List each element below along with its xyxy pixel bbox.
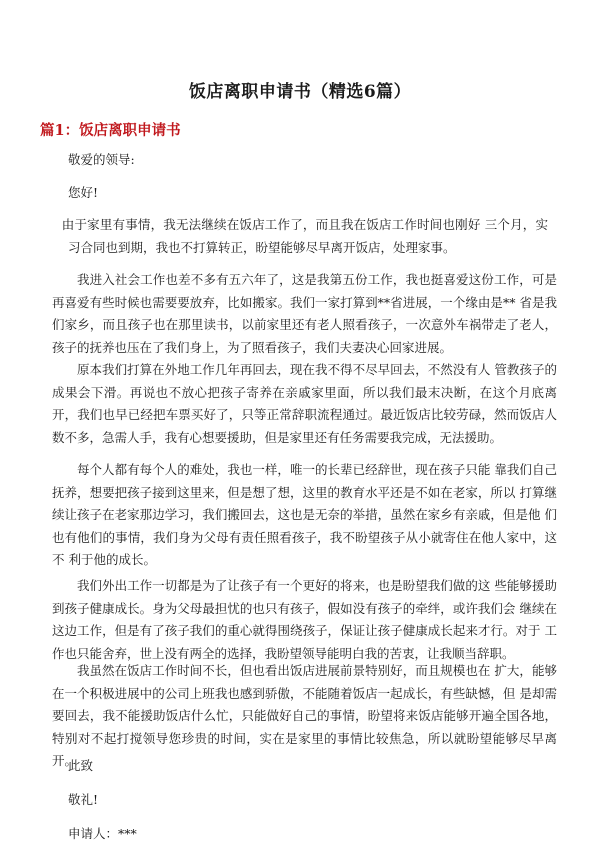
document-title: 饭店离职申请书（精选6篇） <box>188 82 412 102</box>
greeting: 您好! <box>68 185 99 200</box>
paragraph-6: 我虽然在饭店工作时间不长，但也看出饭店进展前景特别好，而且规模也在 扩大，能够在一个积极进展中的公司上班我也感到骄傲，不能随着饭店一起成长，有些缺憾，但 是却需要回去，我不能援助饭店什么忙，只能做好自己的事情，盼望将来饭店能够开遍全国各地， 特别对不起打搅领导您珍贵的时间，实在是家里的事情比较焦急，所以就盼望能够尽早离开。 <box>52 663 557 768</box>
section-heading: 篇1：饭店离职申请书 <box>40 122 181 139</box>
closing-line-2: 敬礼! <box>68 792 99 807</box>
closing-line-1: 此致 <box>68 758 94 773</box>
paragraph-2: 我进入社会工作也差不多有五六年了，这是我第五份工作，我也挺喜爱这份工作，可是再喜爱有些时候也需要要放弃，比如搬家。我们一家打算到**省进展，一个缘由是** 省是我们家乡，而且孩子也在那里读书，以前家里还有老人照看孩子，一次意外车祸带走了老人，孩子的抚养也压在了我们身上，为了照看孩子，我们夫妻决心回家进展。 <box>52 272 557 355</box>
paragraph-1: 由于家里有事情，我无法继续在饭店工作了，而且我在饭店工作时间也刚好 三个月，实习合同也到期，我也不打算转正，盼望能够尽早离开饭店，处理家事。 <box>61 217 548 255</box>
salutation: 敬爱的领导: <box>68 152 135 167</box>
paragraph-4: 每个人都有每个人的难处，我也一样，唯一的长辈已经辞世，现在孩子只能 靠我们自己抚养，想要把孩子接到这里来，但是想了想，这里的教育水平还是不如在老家，所以 打算继续让孩子在老家那边学习，我们搬回去，这也是无奈的举措，虽然在家乡有亲戚，但是他 们也有他们的事情，我们身为父母有责任照看孩子，我不盼望孩子从小就寄住在他人家中，这不 利于他的成长。 <box>52 462 557 567</box>
paragraph-3: 原本我们打算在外地工作几年再回去，现在我不得不尽早回去，不然没有人 管教孩子的成果会下滑。再说也不放心把孩子寄养在亲戚家里面，所以我们最末决断，在这个月底离开，我们也早已经把车票买好了，只等正常辞职流程通过。最近饭店比较劳碌，然而饭店人 数不多，急需人手，我有心想要援助，但是家里还有任务需要我完成，无法援助。 <box>52 362 557 445</box>
paragraph-5: 我们外出工作一切都是为了让孩子有一个更好的将来，也是盼望我们做的这 些能够援助到孩子健康成长。身为父母最担忧的也只有孩子，假如没有孩子的牵绊，或许我们会 继续在这边工作，但是有了孩子我们的重心就得围绕孩子，保证让孩子健康成长起来才行。对于 工作也只能舍弃，世上没有两全的选择，我盼望领导能明白我的苦衷，让我顺当辞职。 <box>52 578 557 661</box>
applicant-signature: 申请人：*** <box>68 826 137 841</box>
